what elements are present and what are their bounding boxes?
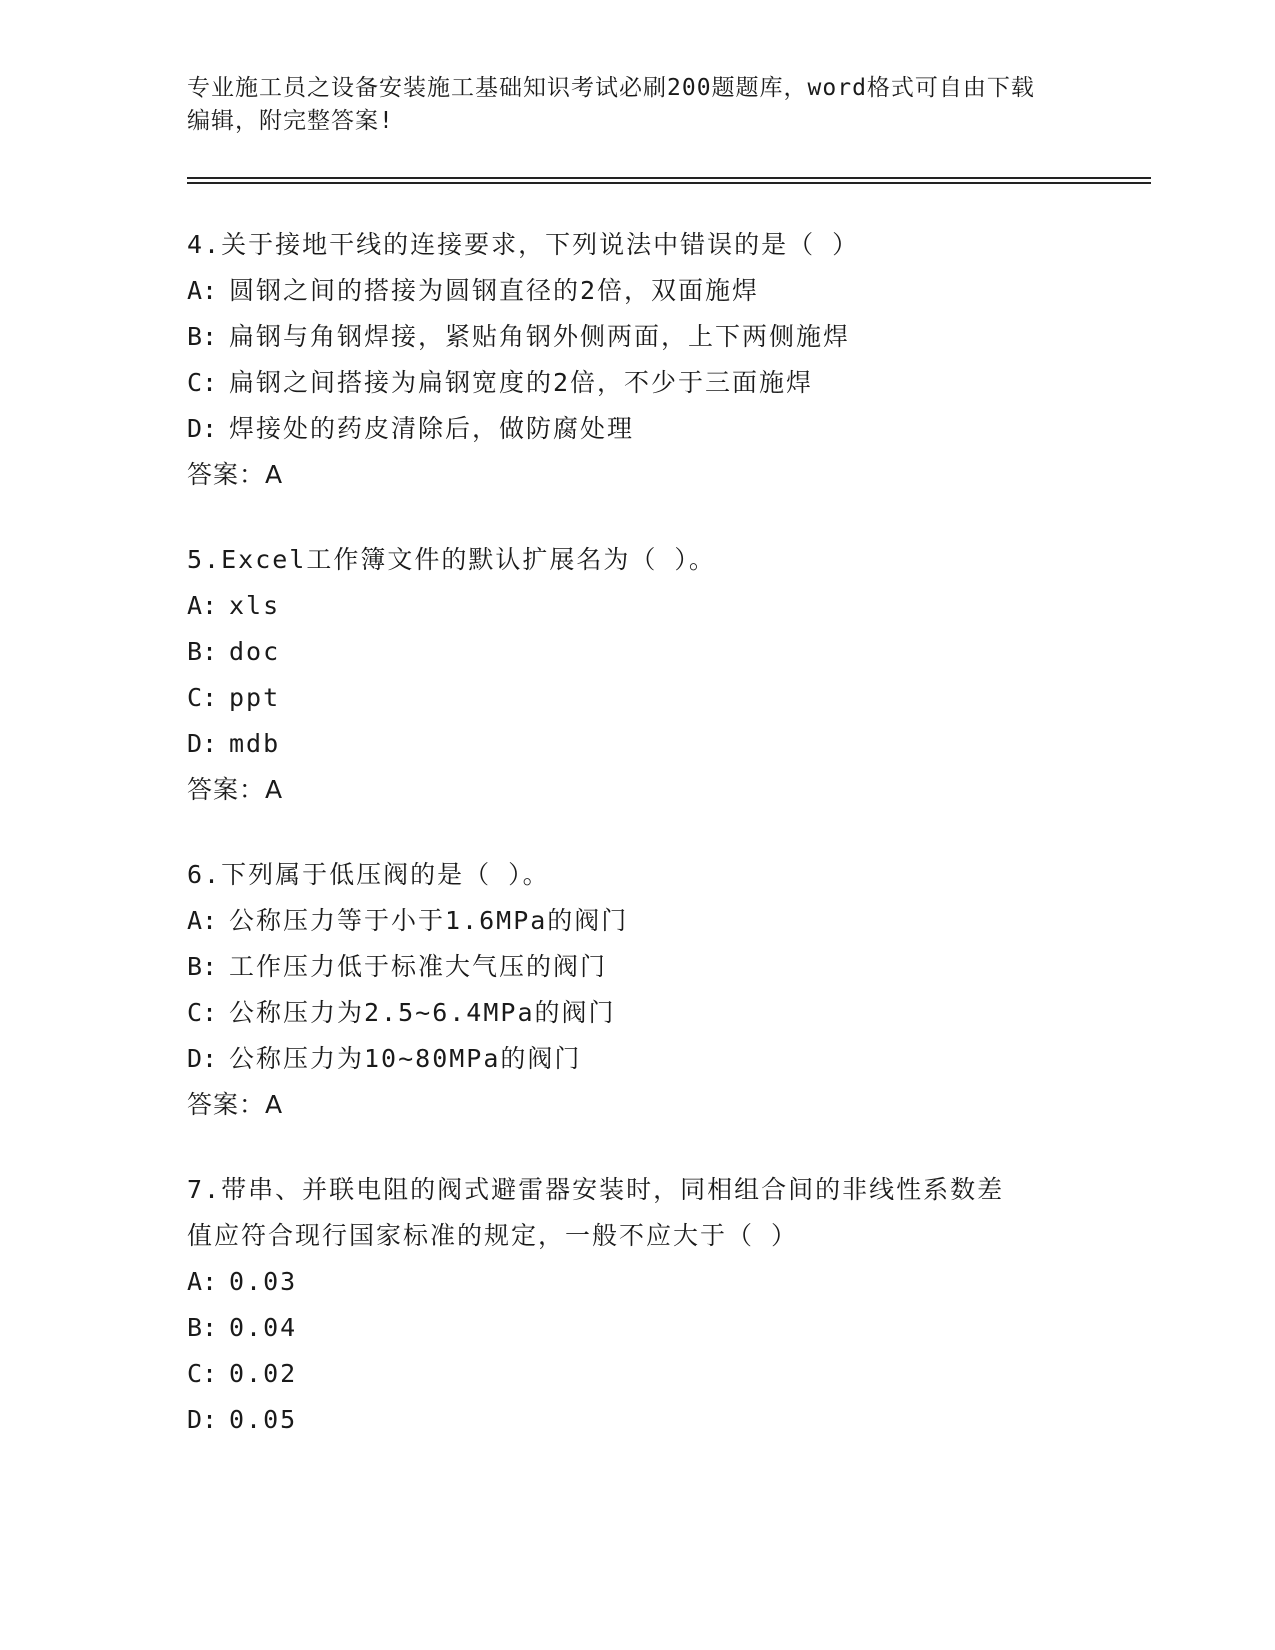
option-a xyxy=(187,583,1087,629)
question-7 xyxy=(187,1167,1087,1443)
question-6 xyxy=(187,852,1087,1128)
option-text: 0.03 xyxy=(229,1267,298,1296)
option-letter: B: xyxy=(187,952,218,981)
option-letter: A: xyxy=(187,906,218,935)
option-text: ppt xyxy=(229,683,281,712)
option-a xyxy=(187,268,1087,314)
option-text: 0.05 xyxy=(229,1405,298,1434)
option-b xyxy=(187,314,1087,360)
option-letter: D: xyxy=(187,414,218,443)
option-letter: A: xyxy=(187,276,218,305)
option-letter: D: xyxy=(187,1405,218,1434)
option-letter: B: xyxy=(187,1313,218,1342)
option-letter: D: xyxy=(187,1044,218,1073)
option-text: 工作压力低于标准大气压的阀门 xyxy=(229,952,608,981)
option-d xyxy=(187,1397,1087,1443)
option-letter: C: xyxy=(187,683,218,712)
option-d xyxy=(187,721,1087,767)
option-text: 圆钢之间的搭接为圆钢直径的2倍，双面施焊 xyxy=(229,276,760,305)
option-b xyxy=(187,629,1087,675)
option-d xyxy=(187,406,1087,452)
document-header xyxy=(187,72,1087,138)
option-b xyxy=(187,1305,1087,1351)
option-text: 0.02 xyxy=(229,1359,298,1388)
option-text: xls xyxy=(229,591,281,620)
option-letter: D: xyxy=(187,729,218,758)
option-c xyxy=(187,1351,1087,1397)
option-text: mdb xyxy=(229,729,281,758)
option-a xyxy=(187,1259,1087,1305)
option-d xyxy=(187,1036,1087,1082)
answer-line: 答案：A xyxy=(187,775,284,804)
option-c xyxy=(187,675,1087,721)
question-stem-line-1: 7.带串、并联电阻的阀式避雷器安装时，同相组合间的非线性系数差 xyxy=(187,1175,1005,1204)
question-stem-line-2: 值应符合现行国家标准的规定，一般不应大于（ ） xyxy=(187,1221,799,1250)
option-text: 公称压力为2.5~6.4MPa的阀门 xyxy=(229,998,616,1027)
question-4 xyxy=(187,222,1087,498)
option-letter: A: xyxy=(187,1267,218,1296)
option-c xyxy=(187,990,1087,1036)
header-divider-bottom xyxy=(187,182,1151,184)
question-stem: 4.关于接地干线的连接要求，下列说法中错误的是（ ） xyxy=(187,230,860,259)
option-letter: A: xyxy=(187,591,218,620)
question-5 xyxy=(187,537,1087,813)
option-text: 0.04 xyxy=(229,1313,298,1342)
question-stem: 5.Excel工作簿文件的默认扩展名为（ ）。 xyxy=(187,545,716,574)
option-text: 扁钢与角钢焊接，紧贴角钢外侧两面，上下两侧施焊 xyxy=(229,322,851,351)
option-a xyxy=(187,898,1087,944)
option-b xyxy=(187,944,1087,990)
option-text: 扁钢之间搭接为扁钢宽度的2倍，不少于三面施焊 xyxy=(229,368,814,397)
option-letter: C: xyxy=(187,998,218,1027)
question-stem: 6.下列属于低压阀的是（ ）。 xyxy=(187,860,550,889)
header-line-1: 专业施工员之设备安装施工基础知识考试必刷200题题库，word格式可自由下载 xyxy=(187,75,1035,101)
header-line-2: 编辑，附完整答案! xyxy=(187,108,394,134)
option-text: doc xyxy=(229,637,281,666)
answer-line: 答案：A xyxy=(187,1090,284,1119)
option-letter: B: xyxy=(187,637,218,666)
option-text: 公称压力为10~80MPa的阀门 xyxy=(229,1044,582,1073)
option-letter: C: xyxy=(187,1359,218,1388)
option-letter: B: xyxy=(187,322,218,351)
option-c xyxy=(187,360,1087,406)
header-divider-top xyxy=(187,177,1151,179)
option-text: 公称压力等于小于1.6MPa的阀门 xyxy=(229,906,629,935)
answer-line: 答案：A xyxy=(187,460,284,489)
option-text: 焊接处的药皮清除后，做防腐处理 xyxy=(229,414,635,443)
option-letter: C: xyxy=(187,368,218,397)
